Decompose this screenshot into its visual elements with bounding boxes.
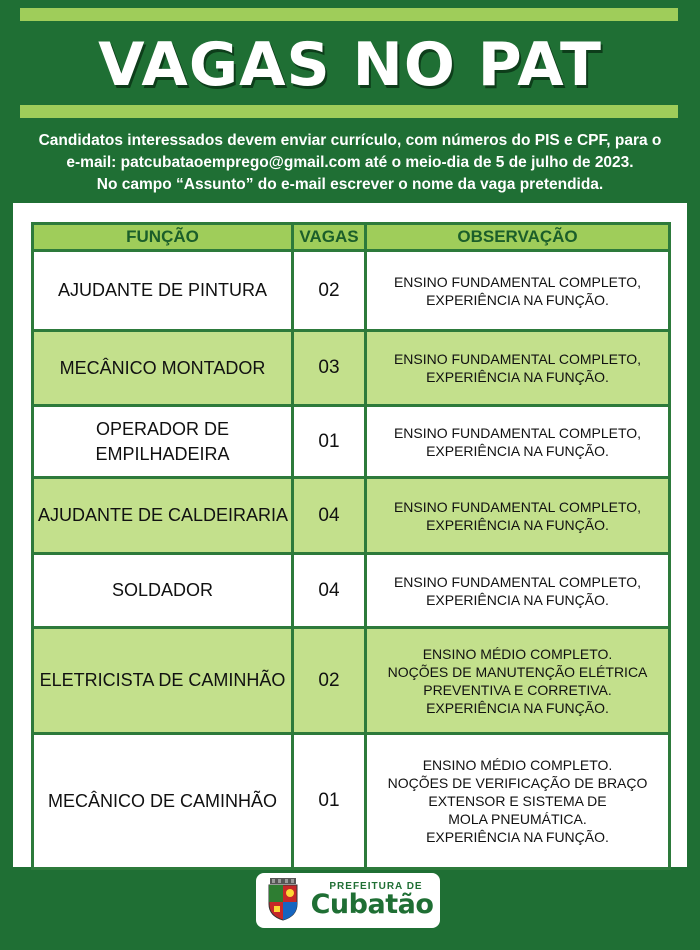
cell-funcao xyxy=(33,331,293,406)
observacao-line: EXPERIÊNCIA NA FUNÇÃO. xyxy=(426,591,609,608)
observacao-line: EXTENSOR E SISTEMA DE xyxy=(428,793,607,809)
funcao-line: AJUDANTE DE PINTURA xyxy=(57,280,268,300)
table-row xyxy=(33,478,670,554)
table-row xyxy=(33,734,670,869)
observacao-line: ENSINO FUNDAMENTAL COMPLETO, xyxy=(393,273,642,290)
cell-observacao xyxy=(366,331,670,406)
observacao-line: EXPERIÊNCIA NA FUNÇÃO. xyxy=(426,442,609,459)
observacao-line: NOÇÕES DE MANUTENÇÃO ELÉTRICA xyxy=(387,663,648,680)
observacao-line: ENSINO FUNDAMENTAL COMPLETO, xyxy=(393,424,642,441)
cell-observacao xyxy=(366,251,670,331)
cell-observacao xyxy=(366,628,670,734)
table-header-row xyxy=(33,224,670,251)
cell-funcao xyxy=(33,251,293,331)
observacao-line: MOLA PNEUMÁTICA. xyxy=(448,811,587,827)
observacao-line: ENSINO FUNDAMENTAL COMPLETO, xyxy=(393,573,642,590)
observacao-line: ENSINO MÉDIO COMPLETO. xyxy=(422,645,613,662)
instructions-text xyxy=(20,130,680,196)
table-body xyxy=(33,251,670,869)
table-row xyxy=(33,251,670,331)
logo-name: Cubatão xyxy=(310,889,434,920)
instructions-line-2: e-mail: patcubataoemprego@gmail.com até o meio-dia de 5 de julho de 2023. xyxy=(66,154,634,171)
cell-funcao xyxy=(33,478,293,554)
table-row xyxy=(33,331,670,406)
funcao-line: MECÂNICO DE CAMINHÃO xyxy=(47,790,278,811)
observacao-line: EXPERIÊNCIA NA FUNÇÃO. xyxy=(426,516,609,533)
funcao-line: MECÂNICO MONTADOR xyxy=(59,357,266,378)
job-vacancies-table xyxy=(31,222,671,870)
observacao-line: PREVENTIVA E CORRETIVA. xyxy=(423,681,612,698)
table-row xyxy=(33,554,670,628)
funcao-line: SOLDADOR xyxy=(111,580,214,600)
cell-funcao xyxy=(33,628,293,734)
funcao-line: EMPILHADEIRA xyxy=(95,443,230,464)
observacao-line: ENSINO FUNDAMENTAL COMPLETO, xyxy=(393,351,642,367)
header-funcao: FUNÇÃO xyxy=(33,224,293,251)
instructions-line-1: Candidatos interessados devem enviar currículo, com números do PIS e CPF, para o xyxy=(38,132,662,149)
cell-vagas: 02 xyxy=(293,628,366,734)
cell-observacao xyxy=(366,554,670,628)
cell-vagas: 01 xyxy=(293,734,366,869)
cell-vagas: 04 xyxy=(293,478,366,554)
logo-prefix: PREFEITURA DE xyxy=(329,881,423,892)
observacao-line: EXPERIÊNCIA NA FUNÇÃO. xyxy=(426,699,609,716)
cell-funcao xyxy=(33,406,293,478)
observacao-line: ENSINO FUNDAMENTAL COMPLETO, xyxy=(393,498,642,515)
table-row xyxy=(33,628,670,734)
cell-vagas: 02 xyxy=(293,251,366,331)
top-decorative-stripe xyxy=(20,8,678,21)
cell-funcao xyxy=(33,734,293,869)
cell-observacao xyxy=(366,734,670,869)
page-title: VAGAS NO PAT xyxy=(98,30,602,100)
cell-funcao xyxy=(33,554,293,628)
observacao-line: NOÇÕES DE VERIFICAÇÃO DE BRAÇO xyxy=(387,775,648,791)
city-crest-icon xyxy=(266,878,300,922)
funcao-line: AJUDANTE DE CALDEIRARIA xyxy=(38,505,289,525)
observacao-line: EXPERIÊNCIA NA FUNÇÃO. xyxy=(426,829,609,845)
funcao-line: OPERADOR DE xyxy=(95,418,230,439)
bottom-decorative-stripe xyxy=(20,105,678,118)
header-observacao: OBSERVAÇÃO xyxy=(366,224,670,251)
cell-vagas: 03 xyxy=(293,331,366,406)
observacao-line: EXPERIÊNCIA NA FUNÇÃO. xyxy=(426,369,609,385)
table-row xyxy=(33,406,670,478)
instructions-line-3: No campo “Assunto” do e-mail escrever o nome da vaga pretendida. xyxy=(96,176,604,193)
header-vagas: VAGAS xyxy=(293,224,366,251)
funcao-line: ELETRICISTA DE CAMINHÃO xyxy=(39,670,286,690)
cell-observacao xyxy=(366,478,670,554)
observacao-line: ENSINO MÉDIO COMPLETO. xyxy=(422,757,613,773)
observacao-line: EXPERIÊNCIA NA FUNÇÃO. xyxy=(426,291,609,308)
cell-vagas: 04 xyxy=(293,554,366,628)
city-logo xyxy=(256,873,440,928)
cell-vagas: 01 xyxy=(293,406,366,478)
cell-observacao xyxy=(366,406,670,478)
